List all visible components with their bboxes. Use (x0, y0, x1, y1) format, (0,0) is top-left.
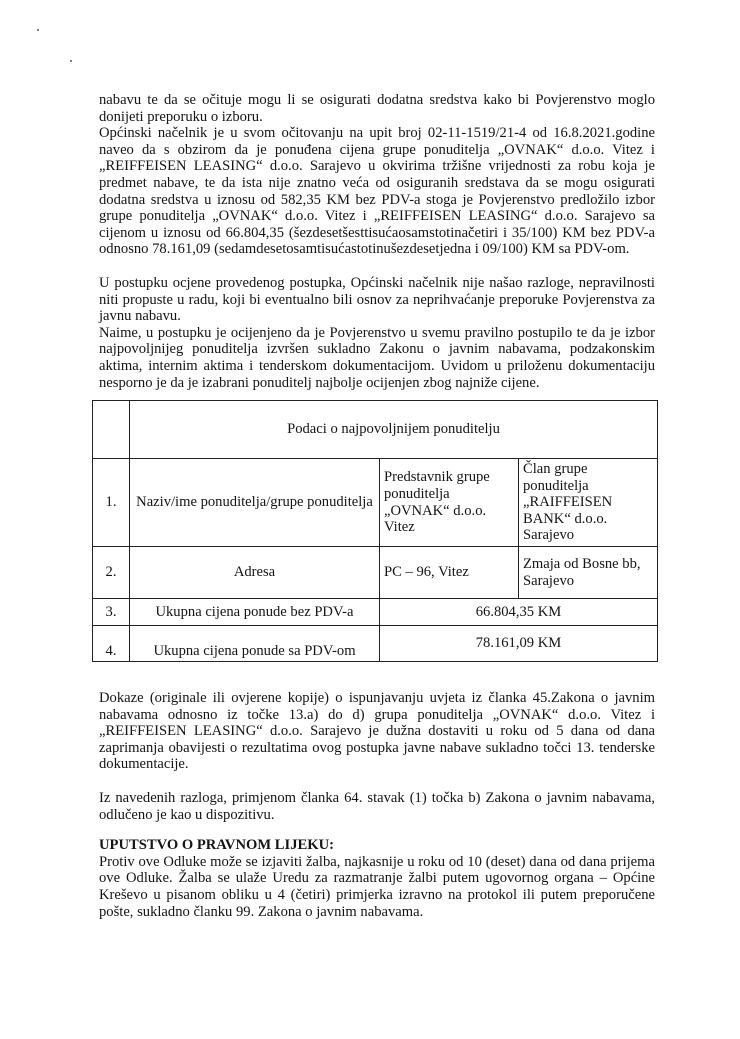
offer-table (92, 400, 658, 662)
paragraph-5: Dokaze (originale ili ovjerene kopije) o ispunjavanju uvjeta iz članka 45.Zakona o javnim nabavama odnosno iz točke 13.a) do d) grupa ponuditelja „OVNAK“ d.o.o. Vitez i „REIFFEISEN LEASING“ d.o.o. Sarajevo je dužna dostaviti u roku od 5 dana od dana zaprimanja obavijesti o rezultatima ovog postupka javne nabave sukladno točci 13. tenderske dokumentacije. (99, 690, 655, 773)
member-address: Zmaja od Bosne bb, Sarajevo (519, 547, 658, 599)
paragraph-7: Protiv ove Odluke može se izjaviti žalba, najkasnije u roku od 10 (deset) dana od dana prijema ove Odluke. Žalba se ulaže Uredu za razmatranje žalbi putem ugovornog organa – Općine Kreševo u pisanom obliku u 4 (četiri) primjerka izravno na protokol ili putem preporučene pošte, sukladno članku 99. Zakona o javnim nabavama. (99, 853, 655, 920)
row-label: Naziv/ime ponuditelja/grupe ponuditelja (130, 459, 380, 547)
paragraph-6: Iz navedenih razloga, primjenom članka 64. stavak (1) točka b) Zakona o javnim nabavama, odlučeno je kao u dispozitivu. (99, 790, 655, 823)
row-label: Adresa (130, 547, 380, 599)
paragraph-4: Naime, u postupku je ocijenjeno da je Povjerenstvo u svemu pravilno postupilo te da je izbor najpovoljnijeg ponuditelja izvršen sukladno Zakonu o javnim nabavama, podzakonskim aktima, internim aktima i tenderskom dokumentacijom. Uvidom u priloženu dokumentaciju nesporno je da je izabrani ponuditelj najbolje ocijenjen zbog najniže cijene. (99, 324, 655, 391)
legal-remedy-heading: UPUTSTVO O PRAVNOM LIJEKU: (99, 837, 334, 854)
paragraph-2: Općinski načelnik je u svom očitovanju na upit broj 02-11-1519/21-4 od 16.8.2021.godine naveo da s obzirom da je ponuđena cijena grupe ponuditelja „OVNAK“ d.o.o. Vitez i „REIFFEISEN LEASING“ d.o.o. Sarajevo u okvirima tržišne vrijednosti za robu koja je predmet nabave, te da ista nije znatno veća od osiguranih sredstava da se mogu osigurati dodatna sredstva u iznosu od 582,35 KM bez PDV-a stoga je Povjerenstvo predložilo izbor grupe ponuditelja „OVNAK“ d.o.o. Vitez i „REIFFEISEN LEASING“ d.o.o. Sarajevo sa cijenom u iznosu od 66.804,35 (šezdesetšesttisućaosamstotinačetiri i 35/100) KM bez PDV-a odnosno 78.161,09 (sedamdesetosamtisućastotinušezdesetjedna i 09/100) KM sa PDV-om. (99, 125, 655, 258)
price-without-vat: 66.804,35 KM (380, 599, 658, 626)
row-number: 4. (93, 626, 130, 662)
paragraph-1: nabavu te da se očituje mogu li se osigurati dodatna sredstva kako bi Povjerenstvo moglo donijeti preporuku o izboru. (99, 92, 655, 125)
scan-speck (70, 60, 72, 62)
scan-speck (37, 29, 39, 31)
document-body (99, 92, 655, 920)
paragraph-3: U postupku ocjene provedenog postupka, Općinski načelnik nije našao razloge, nepravilnosti niti propuste u radu, koji bi eventualno bili osnov za neprihvaćanje preporuke Povjerenstva za javnu nabavu. (99, 274, 655, 325)
row-label: Ukupna cijena ponude sa PDV-om (130, 626, 380, 662)
price-with-vat: 78.161,09 KM (380, 626, 658, 662)
table-title: Podaci o najpovoljnijem ponuditelju (130, 401, 658, 459)
row-number: 2. (93, 547, 130, 599)
representative-address: PC – 96, Vitez (380, 547, 519, 599)
group-member: Član grupe ponuditelja „RAIFFEISEN BANK“ d.o.o. Sarajevo (519, 459, 658, 547)
group-representative: Predstavnik grupe ponuditelja „OVNAK“ d.o.o. Vitez (380, 459, 519, 547)
row-label: Ukupna cijena ponude bez PDV-a (130, 599, 380, 626)
row-number: 1. (93, 459, 130, 547)
row-number: 3. (93, 599, 130, 626)
